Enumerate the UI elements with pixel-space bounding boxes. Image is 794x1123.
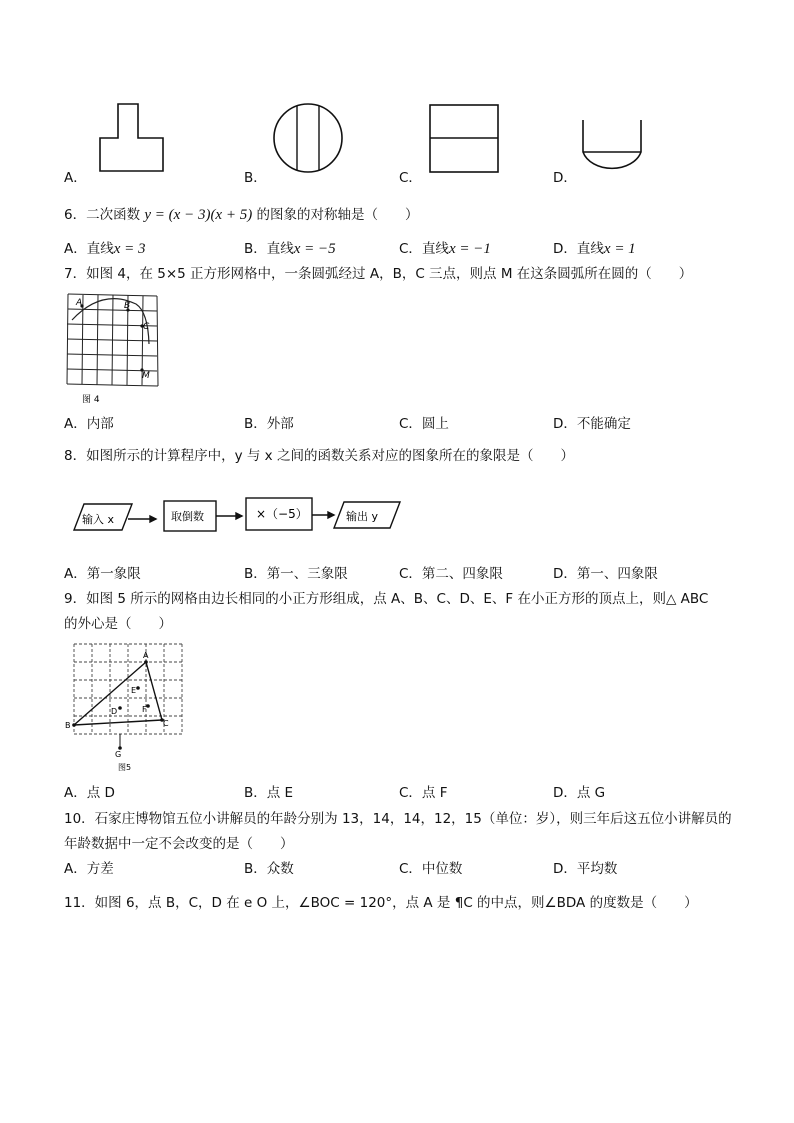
q8-flowchart	[68, 492, 408, 540]
q10-option-d[interactable]: D．平均数	[553, 861, 618, 877]
q9-options	[0, 781, 794, 799]
q6-stem	[64, 203, 419, 224]
q9-label-f: F	[142, 705, 147, 714]
q7-option-a[interactable]: A．内部	[64, 416, 114, 432]
q5-options	[0, 166, 794, 184]
q8-options	[0, 562, 794, 580]
q5-figure-a	[96, 100, 168, 176]
q6-option-b-math: x = −5	[293, 241, 336, 257]
q10-option-a[interactable]: A．方差	[64, 861, 114, 877]
q6-option-b[interactable]	[244, 237, 336, 258]
q7-label-b: B	[124, 301, 131, 311]
q5-option-d[interactable]: D．	[553, 170, 577, 186]
q8-option-a[interactable]: A．第一象限	[64, 566, 141, 582]
q7-label-c: C	[143, 322, 150, 332]
q8-flow-multiply: ×（−5）	[256, 507, 308, 521]
q8-stem: 8．如图所示的计算程序中，y 与 x 之间的函数关系对应的图象所在的象限是（ ）	[64, 448, 574, 464]
q8-flow-reciprocal: 取倒数	[171, 510, 204, 523]
q8-option-b[interactable]: B．第一、三象限	[244, 566, 348, 582]
q6-options	[0, 237, 794, 255]
q10-options	[0, 857, 794, 875]
q10-stem-line2: 年龄数据中一定不会改变的是（ ）	[64, 836, 294, 852]
q9-label-c: C	[163, 719, 169, 728]
q5-option-b[interactable]: B．	[244, 170, 267, 186]
q10-option-c[interactable]: C．中位数	[399, 861, 463, 877]
q5-figure-c	[426, 100, 502, 176]
q6-formula: y = (x − 3)(x + 5)	[144, 207, 253, 223]
q6-option-a-math: x = 3	[113, 241, 146, 257]
q7-stem: 7．如图 4，在 5×5 正方形网格中，一条圆弧经过 A，B，C 三点，则点 M 在这条圆弧所在圆的（ ）	[64, 266, 693, 282]
q5-figure-b	[268, 100, 348, 176]
q7-label-a: A	[76, 298, 83, 308]
q6-option-d-math: x = 1	[603, 241, 636, 257]
q6-stem-prefix: 6．二次函数	[64, 207, 141, 223]
q6-option-b-letter: B．	[244, 241, 267, 257]
q7-figure	[62, 288, 166, 408]
q6-option-c-math: x = −1	[448, 241, 491, 257]
q9-stem-line2: 的外心是（ ）	[64, 616, 172, 632]
q8-flow-output: 输出 y	[346, 510, 379, 523]
q6-option-c[interactable]	[399, 237, 491, 258]
q8-option-c[interactable]: C．第二、四象限	[399, 566, 503, 582]
q9-label-d: D	[111, 707, 118, 716]
q6-stem-suffix: 的图象的对称轴是（ ）	[256, 207, 419, 223]
q10-option-b[interactable]: B．众数	[244, 861, 294, 877]
q6-option-b-text: 直线	[266, 241, 294, 257]
q7-figure-caption: 图 4	[82, 395, 100, 405]
q9-option-b[interactable]: B．点 E	[244, 785, 294, 801]
q9-option-d[interactable]: D．点 G	[553, 785, 606, 801]
q9-option-a[interactable]: A．点 D	[64, 785, 115, 801]
q5-option-c[interactable]: C．	[399, 170, 422, 186]
q7-option-c[interactable]: C．圆上	[399, 416, 449, 432]
q7-options	[0, 412, 794, 430]
q7-option-b[interactable]: B．外部	[244, 416, 294, 432]
q8-option-d[interactable]: D．第一、四象限	[553, 566, 658, 582]
q7-option-d[interactable]: D．不能确定	[553, 416, 631, 432]
q9-label-e: E	[131, 686, 137, 695]
q9-stem-line1: 9．如图 5 所示的网格由边长相同的小正方形组成，点 A、B、C、D、E、F 在小正方形的顶点上，则△ ABC	[64, 591, 709, 607]
q10-stem-line1: 10．石家庄博物馆五位小讲解员的年龄分别为 13，14，14，12，15（单位：岁），则三年后这五位小讲解员的	[64, 811, 732, 827]
q6-option-d-text: 直线	[576, 241, 604, 257]
q9-label-g: G	[115, 750, 122, 759]
q6-option-c-letter: C．	[399, 241, 422, 257]
q6-option-c-text: 直线	[421, 241, 449, 257]
q5-option-a[interactable]: A．	[64, 170, 87, 186]
q8-flow-input: 输入 x	[82, 513, 115, 526]
q6-option-a[interactable]	[64, 237, 146, 258]
q6-option-d[interactable]	[553, 237, 636, 258]
q11-stem: 11．如图 6，点 B，C，D 在 e O 上，∠BOC = 120°，点 A 是 ¶C 的中点，则∠BDA 的度数是（ ）	[64, 895, 698, 911]
q9-option-c[interactable]: C．点 F	[399, 785, 448, 801]
q6-option-a-text: 直线	[86, 241, 114, 257]
q9-figure	[62, 636, 188, 776]
q9-label-b: B	[65, 721, 71, 730]
q6-option-d-letter: D．	[553, 241, 577, 257]
q9-figure-caption: 图5	[118, 763, 132, 772]
q6-option-a-letter: A．	[64, 241, 87, 257]
q7-label-m: M	[142, 371, 150, 381]
q9-label-a: A	[143, 651, 149, 660]
